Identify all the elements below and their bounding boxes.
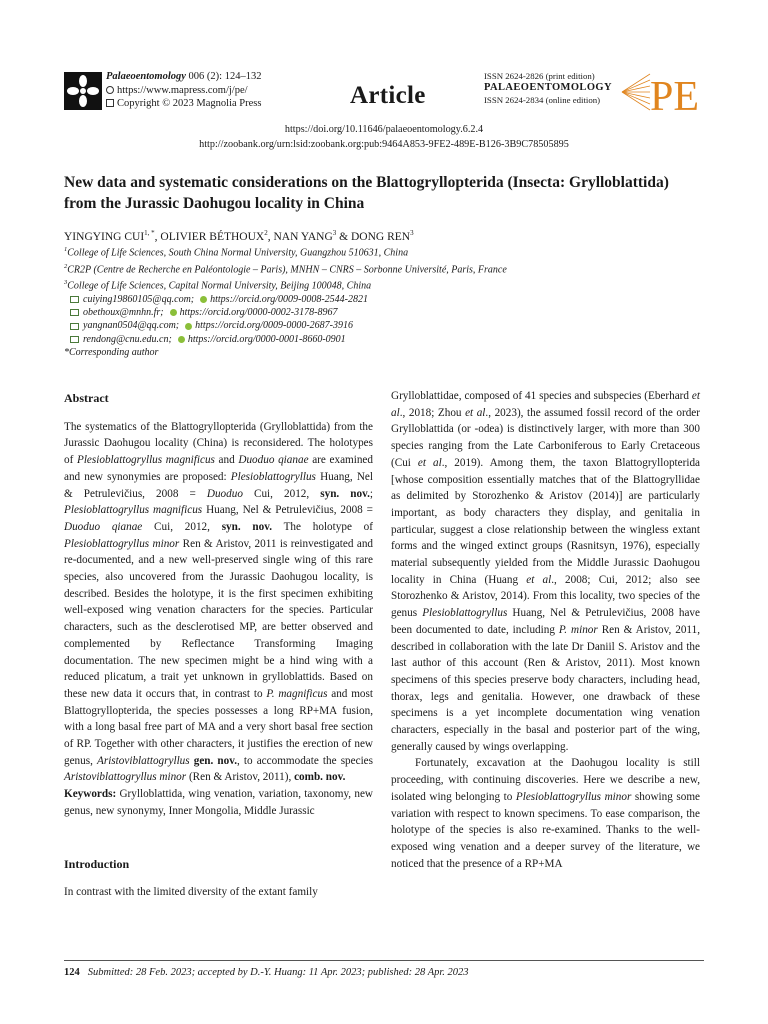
email-link[interactable]: yangnan0504@qq.com;	[83, 320, 180, 332]
copyright: Copyright © 2023 Magnolia Press	[117, 98, 262, 109]
submission-dates: Submitted: 28 Feb. 2023; accepted by D.-Y. Huang: 11 Apr. 2023; published: 28 Apr. 2023	[87, 967, 469, 978]
journal-header	[64, 70, 704, 114]
author-name: YINGYING CUI	[64, 230, 145, 243]
contact-row	[64, 306, 507, 319]
journal-name: Palaeoentomology	[106, 71, 186, 82]
magnolia-press-logo	[64, 72, 102, 110]
orcid-icon	[185, 323, 192, 330]
affiliation: $^3$College of Life Sciences, Capital Normal University, Beijing 100048, China	[64, 279, 372, 292]
author-sup: 1, *	[144, 229, 155, 237]
author-name: , NAN YANG	[267, 230, 333, 243]
orcid-link[interactable]: https://orcid.org/0009-0000-2687-3916	[195, 320, 354, 332]
email-icon	[70, 336, 79, 343]
author-sup: 2	[264, 229, 268, 237]
authors	[64, 226, 414, 244]
orcid-icon	[200, 296, 207, 303]
contact-row	[64, 319, 507, 332]
zoobank-link[interactable]: http://zoobank.org/urn:lsid:zoobank.org:pub:9464A853-9FE2-489E-B126-3B9C78505895	[199, 139, 569, 150]
orcid-icon	[170, 309, 177, 316]
corresponding-author-note: *Corresponding author	[64, 347, 159, 359]
email-icon	[70, 309, 79, 316]
affiliation: $^1$College of Life Sciences, South China Normal University, Guangzhou 510631, China	[64, 246, 409, 259]
author-sup: 3	[410, 229, 414, 237]
keywords-text: Grylloblattida, wing venation, variation, taxonomy, new genus, new synonymy, Inner Mongolia, Middle Jurassic	[64, 788, 373, 817]
orcid-link[interactable]: https://orcid.org/0000-0001-8660-0901	[187, 333, 346, 345]
orcid-link[interactable]: https://orcid.org/0000-0002-3178-8967	[179, 307, 338, 319]
introduction-text: Grylloblattidae, composed of 41 species and subspecies (Eberhard et al., 2018; Zhou et al., 2023), the assumed fossil record of the order Grylloblattida (or -odea) is distinctively larger, with more than 300 species ranging from the Late Carboniferous to Early Cretaceous (Cui et al., 2019). Among them, the taxon Blattogryllopterida [whose composition essentially matches that of the Blattogryllidae as delimited by Storozhenko & Aristov (2014)] are particularly important, as body characters they display, and genitalia in particular, suggest a close relationship between the wingless extant forms and the winged extinct groups (Rasnitsyn, 1976), especially material subsequently yielded from the Middle Jurassic Daohugou locality in China (Huang et al., 2008; Cui, 2012; also see Storozhenko & Aristov, 2014). From this locality, two species of the genus Plesioblattogryllus Huang, Nel & Petrulevičius, 2008 have been documented to date, including P. minor Ren & Aristov, 2011, described in collaboration with the late Dr Daniil S. Aristov and the last author of this account (Ren & Aristov, 2011). Most known specimens of this species preserve body characters, including head, thorax, legs and genitalia. However, one drawback of these specimens is a yet incomplete documentation wing venation characters, especially in the basal and posterior part of the wing, generally caused by wings overlapping.	[391, 390, 701, 753]
keywords-label: Keywords:	[64, 788, 117, 801]
doi-link[interactable]: https://doi.org/10.11646/palaeoentomology.6.2.4	[284, 124, 484, 135]
introduction-heading: Introduction	[64, 856, 130, 871]
globe-icon	[106, 86, 114, 94]
introduction-paragraph-2: Fortunately, excavation at the Daohugou locality is still proceeding, with continuing discoveries. Here we describe a new, isolated wing belonging to Plesioblattogryllus minor showing some variation with respect to known specimens. To ease comparison, the holotype of the species is also re-examined. Thanks to the well-exposed wing venation and a deeper survey of the literature, we noticed that the presence of a RP+MA	[391, 757, 701, 870]
email-icon	[70, 323, 79, 330]
journal-issue: 006 (2): 124–132	[185, 71, 262, 82]
author-sup: 3	[332, 229, 337, 237]
pe-logo	[620, 70, 704, 114]
email-link[interactable]: obethoux@mnhn.fr;	[83, 307, 164, 319]
introduction-text-start: In contrast with the limited diversity of the extant family	[64, 886, 318, 899]
contact-row	[64, 293, 507, 306]
article-links	[0, 122, 768, 152]
contact-row	[64, 333, 507, 346]
affiliation: $^2$CR2P (Centre de Recherche en Paléontologie – Paris), MNHN – CNRS – Sorbonne Université, Paris, France	[64, 262, 507, 275]
journal-url[interactable]: https://www.mapress.com/j/pe/	[117, 84, 248, 96]
copyright-icon	[106, 99, 114, 107]
orcid-link[interactable]: https://orcid.org/0009-0008-2544-2821	[210, 293, 368, 305]
affiliations	[64, 243, 507, 359]
email-icon	[70, 296, 79, 303]
journal-info	[106, 70, 261, 111]
left-column	[64, 390, 373, 901]
article-title: New data and systematic considerations on the Blattogryllopterida (Insecta: Grylloblattida) from the Jurassic Daohugou locality in China	[64, 174, 669, 212]
page-number: 124	[64, 967, 80, 978]
email-link[interactable]: rendong@cnu.edu.cn;	[83, 333, 172, 345]
journal-brand: PALAEOENTOMOLOGY	[484, 82, 612, 93]
keywords	[64, 786, 373, 819]
author-name: & DONG REN	[336, 230, 411, 243]
author-name: , OLIVIER BÉTHOUX	[154, 230, 265, 243]
right-column	[391, 388, 700, 872]
footer-divider	[64, 960, 704, 961]
article-label: Article	[350, 82, 426, 109]
footer	[64, 966, 469, 980]
abstract-text: The systematics of the Blattogryllopterida (Grylloblattida) from the Jurassic Daohugou locality (China) is reconsidered. The holotypes of Plesioblattogryllus magnificus and Duoduo qianae are examined and new synonymies are proposed: Plesioblattogryllus Huang, Nel & Petrulevičius, 2008 = Duoduo Cui, 2012, syn. nov.; Plesioblattogryllus magnificus Huang, Nel & Petrulevičius, 2008 = Duoduo qianae Cui, 2012, syn. nov. The holotype of Plesioblattogryllus minor Ren & Aristov, 2011 is reinvestigated and re-documented, and a new well-preserved single wing of this rare species, also uncovered from the Jurassic Daohugou locality, is described. Besides the holotype, it is the first specimen exhibiting well-exposed wing venation characters for the species. Particular characters, such as the desclerotised MP, are better observed and complemented by Reflectance Transforming Imaging documentation. The new specimen might be a hind wing with a reduced plicatum, a trait yet unknown in grylloblattids. Based on these new data it occurs that, in contrast to P. magnificus and most Blattogryllopterida, the species possesses a long RP+MA fusion, with a long basal free part of MA and a very short basal free section of RP. Together with other characters, it justifies the erection of new genus, Aristoviblattogryllus gen. nov., to accommodate the species Aristoviblattogryllus minor (Ren & Aristov, 2011), comb. nov.	[64, 420, 374, 784]
email-link[interactable]: cuiying19860105@qq.com;	[83, 293, 195, 305]
issn-online: ISSN 2624-2834 (online edition)	[484, 95, 601, 105]
issn-print: ISSN 2624-2826 (print edition)	[484, 71, 595, 81]
issn-block	[484, 70, 612, 106]
abstract-heading: Abstract	[64, 391, 109, 405]
orcid-icon	[178, 336, 185, 343]
pe-logo-text: PE	[650, 74, 700, 114]
